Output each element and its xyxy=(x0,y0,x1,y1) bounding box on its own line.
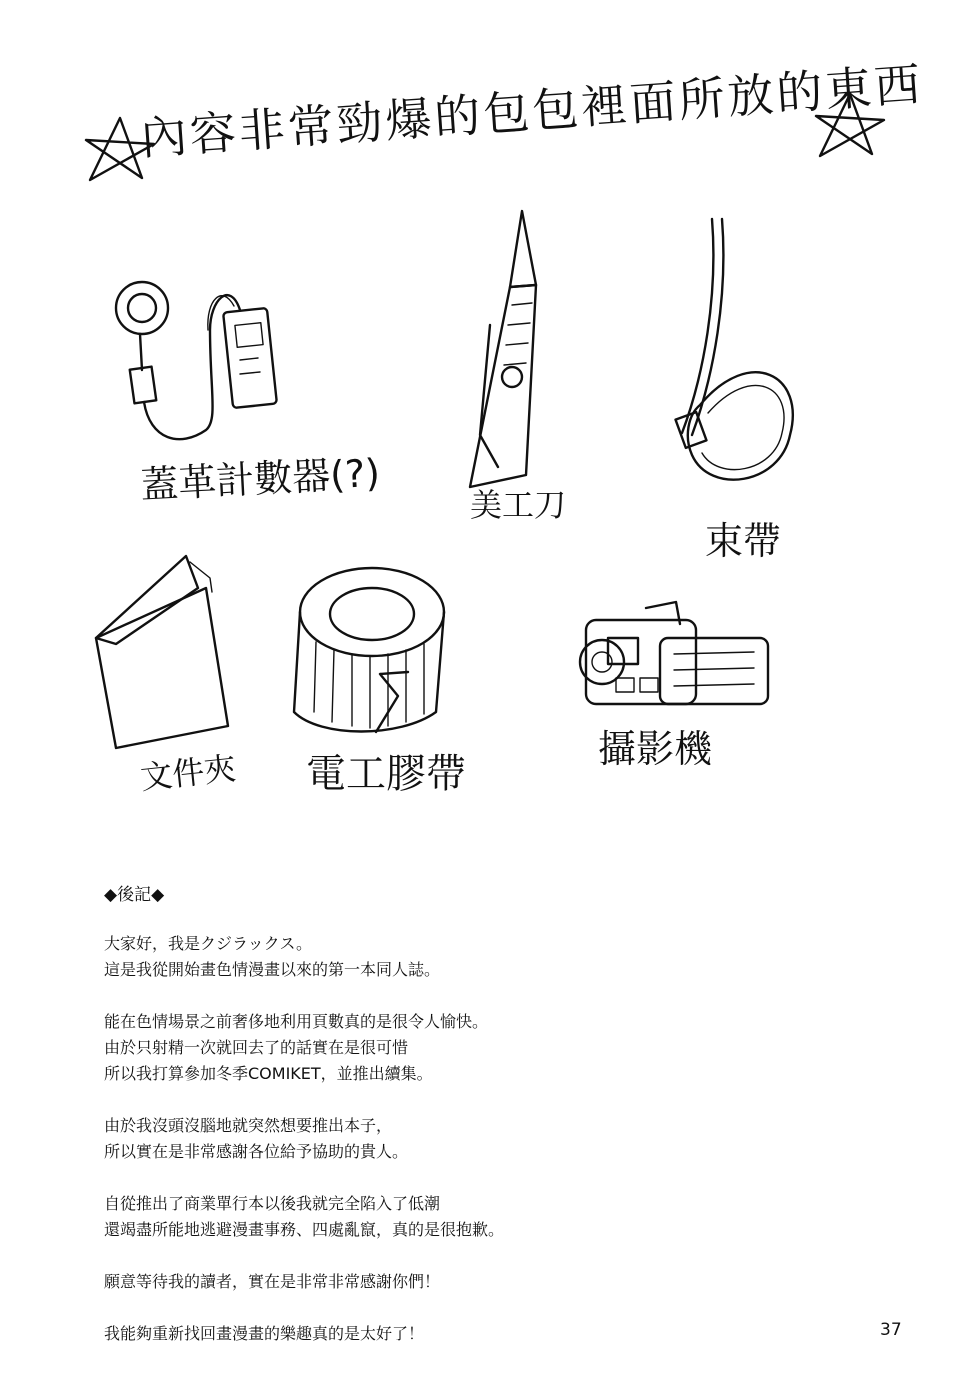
afterword-line: 大家好，我是クジラックス。 xyxy=(104,934,313,953)
cable-tie-icon xyxy=(670,215,810,505)
afterword-line: 還竭盡所能地逃避漫畫事務、四處亂竄，真的是很抱歉。 xyxy=(104,1220,505,1239)
afterword-heading: ◆後記◆ xyxy=(104,885,165,905)
title-banner xyxy=(80,56,926,180)
afterword-line: 自從推出了商業單行本以後我就完全陷入了低潮 xyxy=(104,1194,441,1213)
item-label-box-cutter: 美工刀 xyxy=(470,486,567,524)
item-label-geiger-counter: 蓋革計數器(?) xyxy=(139,450,381,508)
afterword-paragraph xyxy=(104,1321,864,1347)
video-camera-icon xyxy=(556,598,776,718)
page-number: 37 xyxy=(880,1320,902,1340)
afterword xyxy=(104,880,864,1373)
afterword-line: 願意等待我的讀者，實在是非常非常感謝你們！ xyxy=(104,1272,441,1291)
box-cutter-icon xyxy=(450,205,560,495)
electrical-tape-icon xyxy=(280,562,460,742)
page-title: 內容非常勁爆的包包裡面所放的東西 xyxy=(139,56,926,166)
item-label-video-camera: 攝影機 xyxy=(598,727,713,771)
afterword-paragraph xyxy=(104,1009,864,1087)
afterword-line: 所以實在是非常感謝各位給予協助的貴人。 xyxy=(104,1142,409,1161)
afterword-line: 所以我打算參加冬季COMIKET，並推出續集。 xyxy=(104,1064,433,1083)
item-label-folder: 文件夾 xyxy=(138,749,238,797)
afterword-paragraph xyxy=(104,931,864,983)
folder-icon xyxy=(86,548,236,763)
item-label-electrical-tape: 電工膠帶 xyxy=(306,751,466,797)
afterword-paragraph xyxy=(104,1113,864,1165)
afterword-line: 由於我沒頭沒腦地就突然想要推出本子， xyxy=(104,1116,393,1135)
afterword-line: 這是我從開始畫色情漫畫以來的第一本同人誌。 xyxy=(104,960,441,979)
afterword-paragraph xyxy=(104,1269,864,1295)
afterword-line: 由於只射精一次就回去了的話實在是很可惜 xyxy=(104,1038,409,1057)
afterword-line: 我能夠重新找回畫漫畫的樂趣真的是太好了！ xyxy=(104,1324,425,1343)
afterword-paragraph xyxy=(104,1191,864,1243)
item-label-cable-tie: 束帶 xyxy=(705,519,782,563)
star-right-icon xyxy=(810,86,890,166)
afterword-line: 能在色情場景之前奢侈地利用頁數真的是很令人愉快。 xyxy=(104,1012,489,1031)
geiger-counter-icon xyxy=(110,270,290,460)
